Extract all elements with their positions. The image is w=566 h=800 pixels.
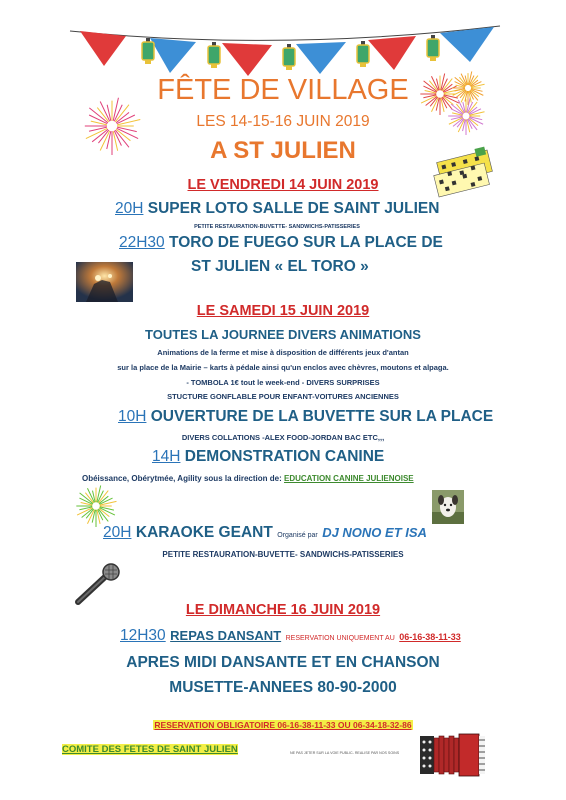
poster-dates: LES 14-15-16 JUIN 2019: [196, 113, 370, 130]
toro-line: [119, 234, 443, 252]
sunday-heading: LE DIMANCHE 16 JUIN 2019: [185, 602, 381, 618]
toro-text-2: ST JULIEN « EL TORO »: [191, 258, 369, 275]
canine-desc: Obéissance, Obérytmée, Agility sous la direction de:: [82, 474, 282, 483]
saturday-desc-1: Animations de la ferme et mise à disposition de différents jeux d'antan: [157, 348, 409, 357]
friday-heading: LE VENDREDI 14 JUIN 2019: [187, 177, 379, 193]
repas-phone: 06-16-38-11-33: [399, 632, 461, 642]
loto-text: SUPER LOTO SALLE DE SAINT JULIEN: [147, 200, 440, 217]
saturday-heading: LE SAMEDI 15 JUIN 2019: [196, 303, 370, 319]
firework-icon: [74, 484, 118, 528]
notice: NE PAS JETER SUR LA VOIE PUBLIC- REALISE PAR NOS SOINS: [290, 751, 400, 755]
repas-resa: RESERVATION UNIQUEMENT AU: [285, 635, 395, 642]
karaoke-line: [103, 524, 427, 542]
toro-text: TORO DE FUEGO SUR LA PLACE DE: [169, 234, 443, 251]
canine-time: 14H: [152, 448, 181, 465]
apres-midi: APRES MIDI DANSANTE ET EN CHANSON: [126, 654, 440, 671]
loto-line: [115, 200, 439, 218]
reservation-obligatoire: RESERVATION OBLIGATOIRE 06-16-38-11-33 OU 06-34-18-32-86: [154, 720, 412, 730]
saturday-gonflable: STUCTURE GONFLABLE POUR ENFANT-VOITURES ANCIENNES: [167, 392, 399, 401]
musette: MUSETTE-ANNEES 80-90-2000: [169, 679, 397, 696]
loto-sub: PETITE RESTAURATION-BUVETTE- SANDWICHS-PATISSERIES: [194, 224, 360, 230]
lantern-icon: [282, 44, 296, 72]
canine-line: [152, 448, 384, 466]
repas-line: [120, 627, 461, 645]
lantern-icon: [426, 35, 440, 63]
collations: DIVERS COLLATIONS -ALEX FOOD-JORDAN BAC ETC,,,: [181, 433, 385, 442]
microphone-icon: [72, 562, 124, 606]
poster-place: A ST JULIEN: [210, 137, 356, 164]
lantern-icon: [356, 41, 370, 69]
karaoke-time: 20H: [103, 524, 132, 541]
karaoke-org: Organisé par: [277, 532, 318, 539]
loto-time: 20H: [115, 200, 144, 217]
canine-desc-line: [82, 474, 414, 483]
repas-time: 12H30: [120, 627, 166, 644]
saturday-desc-2: sur la place de la Mairie – karts à pédale ainsi qu'un enclos avec chèvres, moutons et alpaga.: [117, 363, 449, 372]
buvette-time: 10H: [118, 408, 147, 425]
dog-photo-icon: [432, 490, 464, 524]
buvette-line: [118, 408, 493, 426]
karaoke-text: KARAOKE GEANT: [135, 524, 273, 541]
comite: COMITE DES FETES DE SAINT JULIEN: [62, 744, 238, 755]
karaoke-dj: DJ NONO ET ISA: [322, 525, 427, 540]
lantern-icon: [207, 42, 221, 70]
canine-club: EDUCATION CANINE JULIENOISE: [284, 474, 414, 483]
poster-title: FÊTE DE VILLAGE: [157, 74, 409, 106]
karaoke-sub: PETITE RESTAURATION-BUVETTE- SANDWICHS-PATISSERIES: [162, 550, 404, 559]
saturday-tombola: - TOMBOLA 1€ tout le week-end - DIVERS SURPRISES: [186, 378, 380, 387]
toro-photo-icon: [76, 262, 133, 302]
repas-text: REPAS DANSANT: [170, 628, 282, 643]
lantern-icon: [141, 38, 155, 66]
saturday-allday: TOUTES LA JOURNEE DIVERS ANIMATIONS: [145, 327, 421, 342]
toro-time: 22H30: [119, 234, 165, 251]
accordion-icon: [420, 730, 486, 780]
buvette-text: OUVERTURE DE LA BUVETTE SUR LA PLACE: [150, 408, 494, 425]
canine-text: DEMONSTRATION CANINE: [184, 448, 385, 465]
